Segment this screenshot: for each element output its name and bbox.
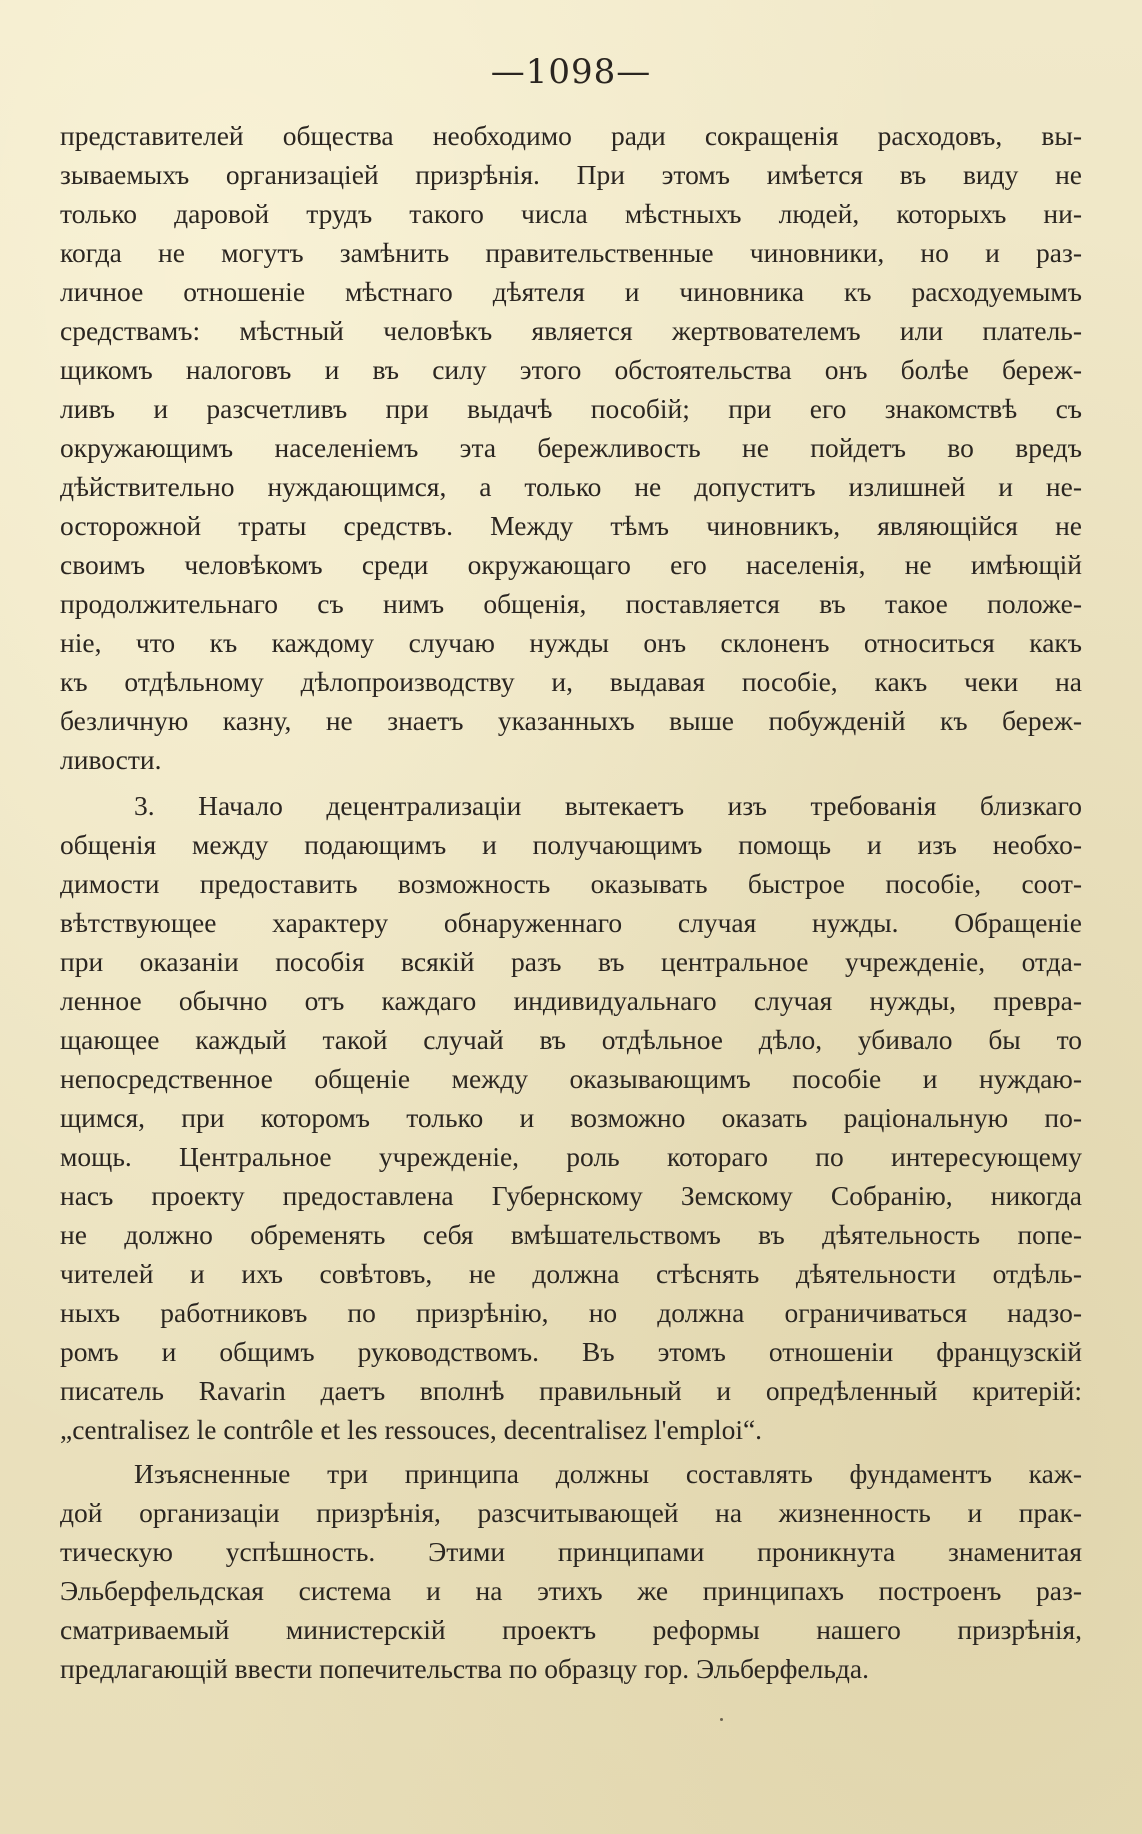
text-line: общенія между подающимъ и получающимъ помощь и изъ необхо- xyxy=(60,829,1082,860)
text-line: мощь. Центральное учрежденіе, роль котораго по интересующему xyxy=(60,1141,1082,1172)
text-line: щимся, при которомъ только и возможно оказать раціональную по- xyxy=(60,1102,1082,1133)
text-line: ливости. xyxy=(60,744,162,775)
text-line: ромъ и общимъ руководствомъ. Въ этомъ отношеніи французскій xyxy=(60,1336,1082,1367)
page-number: —1098— xyxy=(490,52,652,92)
text-line: писатель Ravarin даетъ вполнѣ правильный и опредѣленный критерій: xyxy=(60,1375,1082,1406)
text-line: непосредственное общеніе между оказывающимъ пособіе и нуждаю- xyxy=(60,1063,1082,1094)
text-line: при оказаніи пособія всякій разъ въ центральное учрежденіе, отда- xyxy=(60,946,1082,977)
text-line: окружающимъ населеніемъ эта бережливость не пойдетъ во вредъ xyxy=(60,432,1082,463)
text-line: средствамъ: мѣстный человѣкъ является жертвователемъ или платель- xyxy=(60,315,1082,346)
text-line: ныхъ работниковъ по призрѣнію, но должна ограничиваться надзо- xyxy=(60,1297,1082,1328)
text-line: дой организаціи призрѣнія, разсчитывающей на жизненность и прак- xyxy=(60,1497,1082,1528)
text-line: Изъясненные три принципа должны составлять фундаментъ каж- xyxy=(134,1458,1082,1489)
text-line: къ отдѣльному дѣлопроизводству и, выдавая пособіе, какъ чеки на xyxy=(60,666,1082,697)
text-line: ливъ и разсчетливъ при выдачѣ пособій; при его знакомствѣ съ xyxy=(60,393,1082,424)
text-line: вѣтствующее характеру обнаруженнаго случая нужды. Обращеніе xyxy=(60,907,1082,938)
text-line: продолжительнаго съ нимъ общенія, поставляется въ такое положе- xyxy=(60,588,1082,619)
text-line: насъ проекту предоставлена Губернскому Земскому Собранію, никогда xyxy=(60,1180,1082,1211)
text-line: зываемыхъ организаціей призрѣнія. При этомъ имѣется въ виду не xyxy=(60,159,1082,190)
text-line: щикомъ налоговъ и въ силу этого обстоятельства онъ болѣе береж- xyxy=(60,354,1082,385)
text-line: ніе, что къ каждому случаю нужды онъ склоненъ относиться какъ xyxy=(60,627,1082,658)
text-line: только даровой трудъ такого числа мѣстныхъ людей, которыхъ ни- xyxy=(60,198,1082,229)
text-line: Эльберфельдская система и на этихъ же принципахъ построенъ раз- xyxy=(60,1575,1082,1606)
text-line: не должно обременять себя вмѣшательствомъ въ дѣятельность попе- xyxy=(60,1219,1082,1250)
text-line: дѣйствительно нуждающимся, а только не допуститъ излишней и не- xyxy=(60,471,1082,502)
ink-speck xyxy=(720,1718,723,1721)
text-line: тическую успѣшность. Этими принципами проникнута знаменитая xyxy=(60,1536,1082,1567)
text-line: представителей общества необходимо ради сокращенія расходовъ, вы- xyxy=(60,120,1082,151)
paragraph-1 xyxy=(60,116,1082,779)
text-line: осторожной траты средствъ. Между тѣмъ чиновникъ, являющійся не xyxy=(60,510,1082,541)
text-line: „centralisez le contrôle et les ressouces, decentralisez l'emploi“. xyxy=(60,1414,763,1445)
text-line: когда не могутъ замѣнить правительственные чиновники, но и раз- xyxy=(60,237,1082,268)
text-line: димости предоставить возможность оказывать быстрое пособіе, соот- xyxy=(60,868,1082,899)
text-line: ленное обычно отъ каждаго индивидуальнаго случая нужды, превра- xyxy=(60,985,1082,1016)
paragraph-2 xyxy=(60,786,1082,1449)
text-line: предлагающій ввести попечительства по образцу гор. Эльберфельда. xyxy=(60,1653,869,1684)
text-line: 3. Начало децентрализаціи вытекаетъ изъ требованія близкаго xyxy=(134,790,1082,821)
text-line: безличную казну, не знаетъ указанныхъ выше побужденій къ береж- xyxy=(60,705,1082,736)
text-line: щающее каждый такой случай въ отдѣльное дѣло, убивало бы то xyxy=(60,1024,1082,1055)
text-line: своимъ человѣкомъ среди окружающаго его населенія, не имѣющій xyxy=(60,549,1082,580)
text-line: сматриваемый министерскій проектъ реформы нашего призрѣнія, xyxy=(60,1614,1082,1645)
text-line: личное отношеніе мѣстнаго дѣятеля и чиновника къ расходуемымъ xyxy=(60,276,1082,307)
text-line: чителей и ихъ совѣтовъ, не должна стѣснять дѣятельности отдѣль- xyxy=(60,1258,1082,1289)
paragraph-3 xyxy=(60,1454,1082,1688)
